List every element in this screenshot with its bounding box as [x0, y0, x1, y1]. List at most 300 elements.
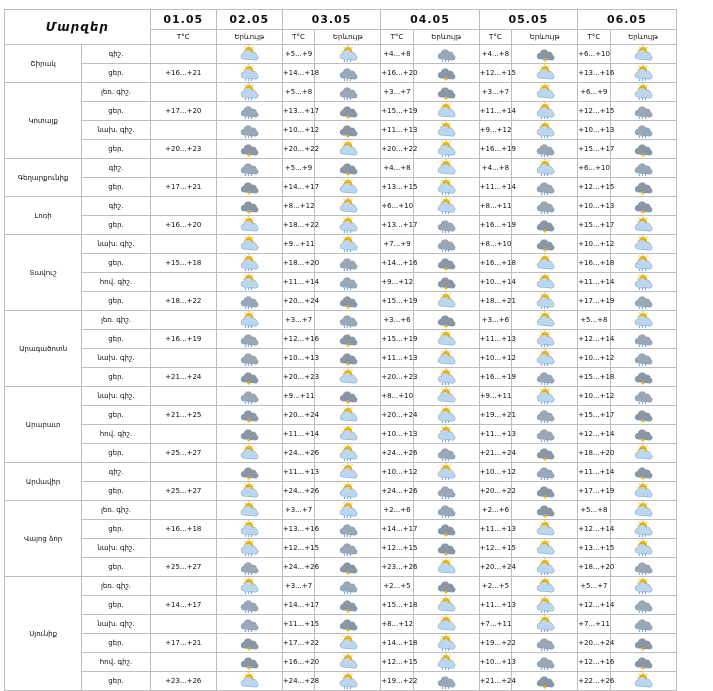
sun-cloud-rain-icon — [610, 83, 676, 102]
temp-value: +24...+26 — [282, 444, 314, 463]
cloud-rain-icon — [216, 121, 282, 140]
temp-value: +17...+19 — [578, 292, 610, 311]
temp-day1 — [150, 349, 216, 368]
sun-behind-cloud-icon — [315, 463, 381, 482]
temp-value: +14...+17 — [381, 520, 413, 539]
row-label: ցեր. — [82, 64, 151, 83]
thunderstorm-icon — [610, 634, 676, 653]
temp-day1: +15...+18 — [150, 254, 216, 273]
temp-value: +8...+10 — [479, 235, 511, 254]
sun-behind-cloud-icon — [413, 121, 479, 140]
cloud-rain-icon — [413, 444, 479, 463]
temp-day1: +16...+18 — [150, 520, 216, 539]
sun-behind-cloud-icon — [315, 178, 381, 197]
thunderstorm-icon — [315, 558, 381, 577]
temp-value: +3...+6 — [479, 311, 511, 330]
row-label: հով. գիշ. — [82, 425, 151, 444]
cloud-rain-icon — [216, 159, 282, 178]
temp-day1 — [150, 387, 216, 406]
temp-value: +8...+11 — [479, 197, 511, 216]
temp-value: +19...+22 — [381, 672, 413, 691]
cloud-rain-icon — [413, 672, 479, 691]
sun-behind-cloud-icon — [216, 482, 282, 501]
cloud-rain-icon — [413, 216, 479, 235]
temp-value: +7...+9 — [381, 235, 413, 254]
thunderstorm-icon — [413, 273, 479, 292]
region-name: Շիրակ — [5, 45, 82, 83]
thunderstorm-icon — [413, 254, 479, 273]
cloud-rain-icon — [512, 140, 578, 159]
sun-behind-cloud-icon — [512, 577, 578, 596]
thunderstorm-icon — [216, 653, 282, 672]
temp-value: +11...+13 — [479, 596, 511, 615]
temp-value: +3...+7 — [282, 577, 314, 596]
temp-value: +19...+21 — [479, 406, 511, 425]
temp-value: +16...+19 — [479, 216, 511, 235]
sun-cloud-rain-icon — [413, 406, 479, 425]
sun-behind-cloud-icon — [413, 615, 479, 634]
temp-value: +15...+19 — [381, 292, 413, 311]
thunderstorm-icon — [216, 140, 282, 159]
temp-value: +6...+10 — [578, 159, 610, 178]
temp-value: +12...+15 — [578, 102, 610, 121]
temp-value: +20...+24 — [578, 634, 610, 653]
temp-value: +24...+26 — [282, 482, 314, 501]
row-label: լեռ. գիշ. — [82, 577, 151, 596]
region-name: Կոտայք — [5, 83, 82, 159]
row-label: ցեր. — [82, 482, 151, 501]
temp-value: +6...+9 — [578, 83, 610, 102]
temp-value: +12...+14 — [578, 330, 610, 349]
cloud-rain-icon — [610, 102, 676, 121]
sun-behind-cloud-icon — [216, 235, 282, 254]
cloud-rain-icon — [512, 197, 578, 216]
thunderstorm-icon — [512, 45, 578, 64]
temp-value: +11...+14 — [479, 178, 511, 197]
sun-cloud-rain-icon — [610, 254, 676, 273]
temp-value: +15...+19 — [381, 102, 413, 121]
temp-value: +10...+13 — [578, 121, 610, 140]
row-label: ցեր. — [82, 520, 151, 539]
temp-value: +12...+14 — [578, 596, 610, 615]
sun-cloud-rain-icon — [216, 273, 282, 292]
temp-value: +18...+20 — [578, 558, 610, 577]
sun-behind-cloud-icon — [610, 216, 676, 235]
thunderstorm-icon — [413, 64, 479, 83]
cloud-rain-icon — [413, 45, 479, 64]
sun-behind-cloud-icon — [413, 349, 479, 368]
temp-value: +2...+5 — [479, 577, 511, 596]
cloud-rain-icon — [216, 102, 282, 121]
temp-value: +3...+6 — [381, 311, 413, 330]
cloud-rain-icon — [216, 558, 282, 577]
temp-day1: +17...+20 — [150, 102, 216, 121]
cloud-rain-icon — [315, 83, 381, 102]
temp-value: +15...+17 — [578, 140, 610, 159]
temp-value: +10...+12 — [479, 463, 511, 482]
thunderstorm-icon — [413, 520, 479, 539]
thunderstorm-icon — [216, 368, 282, 387]
sun-cloud-rain-icon — [315, 216, 381, 235]
cloud-rain-icon — [512, 634, 578, 653]
temp-value: +20...+24 — [282, 292, 314, 311]
temp-value: +21...+24 — [479, 444, 511, 463]
temp-value: +12...+16 — [578, 653, 610, 672]
sun-behind-cloud-icon — [512, 64, 578, 83]
cloud-rain-icon — [216, 387, 282, 406]
cloud-rain-icon — [512, 653, 578, 672]
temp-value: +4...+8 — [479, 45, 511, 64]
cloud-rain-icon — [610, 292, 676, 311]
sun-cloud-rain-icon — [610, 520, 676, 539]
temp-value: +10...+12 — [282, 121, 314, 140]
temp-value: +14...+16 — [381, 254, 413, 273]
thunderstorm-icon — [610, 425, 676, 444]
temp-day1 — [150, 121, 216, 140]
temp-value: +20...+24 — [282, 406, 314, 425]
temp-value: +2...+6 — [381, 501, 413, 520]
sun-behind-cloud-icon — [315, 197, 381, 216]
thunderstorm-icon — [216, 634, 282, 653]
temp-value: +11...+13 — [479, 520, 511, 539]
cloud-rain-icon — [216, 330, 282, 349]
temp-value: +5...+9 — [282, 159, 314, 178]
cloud-rain-icon — [610, 121, 676, 140]
sun-cloud-rain-icon — [413, 425, 479, 444]
temp-value: +14...+17 — [282, 596, 314, 615]
thunderstorm-icon — [512, 235, 578, 254]
thunderstorm-icon — [216, 425, 282, 444]
sun-behind-cloud-icon — [610, 501, 676, 520]
temp-day1: +25...+27 — [150, 558, 216, 577]
thunderstorm-icon — [610, 197, 676, 216]
row-label: նախ. գիշ. — [82, 615, 151, 634]
phenomenon-subheader: Երևույթ — [216, 30, 282, 45]
temp-value: +3...+7 — [381, 83, 413, 102]
date-header: 02.05 — [216, 10, 282, 30]
temp-day1 — [150, 463, 216, 482]
sun-cloud-rain-icon — [413, 178, 479, 197]
forecast-table — [4, 9, 709, 691]
temp-value: +3...+7 — [282, 501, 314, 520]
sun-behind-cloud-icon — [315, 140, 381, 159]
row-label: հով. գիշ. — [82, 273, 151, 292]
temp-value: +2...+5 — [381, 577, 413, 596]
sun-behind-cloud-icon — [610, 45, 676, 64]
sun-cloud-rain-icon — [610, 64, 676, 83]
row-label: ցեր. — [82, 216, 151, 235]
temp-value: +22...+26 — [578, 672, 610, 691]
thunderstorm-icon — [315, 121, 381, 140]
cloud-rain-icon — [512, 368, 578, 387]
row-label: գիշ. — [82, 197, 151, 216]
temp-value: +10...+13 — [282, 349, 314, 368]
phenomenon-subheader: Երևույթ — [610, 30, 676, 45]
thunderstorm-icon — [512, 444, 578, 463]
sun-behind-cloud-icon — [413, 387, 479, 406]
sun-cloud-rain-icon — [216, 520, 282, 539]
temp-value: +3...+7 — [282, 311, 314, 330]
temp-value: +10...+12 — [381, 463, 413, 482]
row-label: ցեր. — [82, 672, 151, 691]
temp-value: +24...+26 — [282, 558, 314, 577]
temp-value: +13...+15 — [381, 178, 413, 197]
sun-cloud-rain-icon — [216, 83, 282, 102]
sun-cloud-rain-icon — [315, 45, 381, 64]
temp-value: +13...+15 — [578, 539, 610, 558]
row-label: ցեր. — [82, 292, 151, 311]
thunderstorm-icon — [413, 311, 479, 330]
thunderstorm-icon — [610, 653, 676, 672]
thunderstorm-icon — [315, 615, 381, 634]
temp-subheader: T°C — [282, 30, 314, 45]
region-name: Գեղարքունիք — [5, 159, 82, 197]
temp-value: +10...+13 — [381, 425, 413, 444]
cloud-rain-icon — [315, 64, 381, 83]
sun-cloud-rain-icon — [512, 102, 578, 121]
temp-value: +11...+13 — [479, 330, 511, 349]
sun-cloud-rain-icon — [315, 444, 381, 463]
temp-value: +17...+22 — [282, 634, 314, 653]
temp-day1: +21...+24 — [150, 368, 216, 387]
sun-behind-cloud-icon — [413, 292, 479, 311]
sun-cloud-rain-icon — [512, 615, 578, 634]
row-label: ցեր. — [82, 444, 151, 463]
sun-behind-cloud-icon — [512, 520, 578, 539]
row-label: նախ. գիշ. — [82, 235, 151, 254]
sun-behind-cloud-icon — [610, 444, 676, 463]
region-name: Սյունիք — [5, 577, 82, 691]
temp-value: +5...+8 — [578, 501, 610, 520]
sun-behind-cloud-icon — [216, 501, 282, 520]
temp-value: +16...+18 — [578, 254, 610, 273]
row-label: գիշ. — [82, 159, 151, 178]
temp-day1 — [150, 653, 216, 672]
temp-value: +10...+13 — [578, 197, 610, 216]
temp-value: +2...+6 — [479, 501, 511, 520]
thunderstorm-icon — [216, 406, 282, 425]
temp-value: +16...+18 — [479, 254, 511, 273]
temp-value: +16...+20 — [381, 64, 413, 83]
temp-value: +12...+15 — [578, 178, 610, 197]
row-label: նախ. գիշ. — [82, 387, 151, 406]
sun-behind-cloud-icon — [610, 672, 676, 691]
temp-value: +23...+26 — [381, 558, 413, 577]
temp-day1 — [150, 615, 216, 634]
temp-value: +9...+12 — [381, 273, 413, 292]
temp-value: +9...+12 — [479, 121, 511, 140]
temp-value: +5...+8 — [578, 311, 610, 330]
sun-cloud-rain-icon — [216, 64, 282, 83]
cloud-rain-icon — [315, 520, 381, 539]
temp-value: +10...+12 — [578, 349, 610, 368]
row-label: լեռ. գիշ. — [82, 501, 151, 520]
temp-day1: +17...+21 — [150, 634, 216, 653]
thunderstorm-icon — [216, 463, 282, 482]
row-label: հով. գիշ. — [82, 653, 151, 672]
temp-day1 — [150, 83, 216, 102]
thunderstorm-icon — [413, 577, 479, 596]
temp-value: +12...+14 — [578, 520, 610, 539]
sun-behind-cloud-icon — [216, 45, 282, 64]
thunderstorm-icon — [216, 178, 282, 197]
thunderstorm-icon — [413, 83, 479, 102]
sun-behind-cloud-icon — [315, 368, 381, 387]
date-header: 04.05 — [381, 10, 479, 30]
temp-value: +24...+26 — [381, 444, 413, 463]
temp-value: +15...+17 — [578, 406, 610, 425]
sun-behind-cloud-icon — [413, 558, 479, 577]
temp-value: +12...+16 — [282, 330, 314, 349]
sun-behind-cloud-icon — [610, 235, 676, 254]
temp-subheader: T°C — [150, 30, 216, 45]
cloud-rain-icon — [610, 349, 676, 368]
sun-cloud-rain-icon — [315, 501, 381, 520]
temp-value: +17...+19 — [578, 482, 610, 501]
temp-value: +12...+15 — [282, 539, 314, 558]
cloud-rain-icon — [512, 178, 578, 197]
temp-value: +11...+13 — [479, 425, 511, 444]
date-header: 05.05 — [479, 10, 577, 30]
temp-value: +11...+13 — [381, 349, 413, 368]
temp-value: +10...+13 — [479, 653, 511, 672]
sun-cloud-rain-icon — [413, 634, 479, 653]
sun-behind-cloud-icon — [315, 634, 381, 653]
row-label: ցեր. — [82, 368, 151, 387]
temp-day1: +23...+26 — [150, 672, 216, 691]
temp-value: +12...+15 — [381, 539, 413, 558]
temp-value: +11...+13 — [381, 121, 413, 140]
sun-behind-cloud-icon — [512, 83, 578, 102]
temp-value: +18...+20 — [578, 444, 610, 463]
sun-cloud-rain-icon — [216, 539, 282, 558]
sun-behind-cloud-icon — [216, 672, 282, 691]
phenomenon-subheader: Երևույթ — [315, 30, 381, 45]
cloud-rain-icon — [610, 615, 676, 634]
temp-value: +21...+24 — [479, 672, 511, 691]
sun-behind-cloud-icon — [610, 482, 676, 501]
temp-day1 — [150, 539, 216, 558]
temp-value: +9...+11 — [282, 387, 314, 406]
sun-cloud-rain-icon — [512, 330, 578, 349]
sun-cloud-rain-icon — [610, 539, 676, 558]
temp-day1: +16...+20 — [150, 216, 216, 235]
temp-day1: +16...+19 — [150, 330, 216, 349]
sun-cloud-rain-icon — [216, 577, 282, 596]
temp-value: +3...+7 — [479, 83, 511, 102]
temp-day1 — [150, 273, 216, 292]
temp-value: +20...+22 — [479, 482, 511, 501]
thunderstorm-icon — [315, 387, 381, 406]
sun-cloud-rain-icon — [315, 482, 381, 501]
sun-behind-cloud-icon — [413, 159, 479, 178]
temp-value: +12...+15 — [479, 64, 511, 83]
temp-value: +11...+14 — [282, 425, 314, 444]
temp-value: +10...+14 — [479, 273, 511, 292]
sun-behind-cloud-icon — [512, 273, 578, 292]
temp-value: +13...+16 — [578, 64, 610, 83]
row-label: նախ. գիշ. — [82, 121, 151, 140]
temp-value: +6...+10 — [381, 197, 413, 216]
region-name: Լոռի — [5, 197, 82, 235]
temp-value: +16...+19 — [479, 368, 511, 387]
temp-day1: +20...+23 — [150, 140, 216, 159]
sun-behind-cloud-icon — [315, 406, 381, 425]
temp-value: +11...+14 — [479, 102, 511, 121]
cloud-rain-icon — [610, 596, 676, 615]
region-name: Տավուշ — [5, 235, 82, 311]
cloud-rain-icon — [315, 539, 381, 558]
row-label: նախ. գիշ. — [82, 539, 151, 558]
thunderstorm-icon — [512, 216, 578, 235]
sun-behind-cloud-icon — [216, 444, 282, 463]
temp-value: +4...+8 — [479, 159, 511, 178]
sun-behind-cloud-icon — [512, 311, 578, 330]
regions-header: Մարզեր — [5, 10, 151, 45]
sun-cloud-rain-icon — [610, 273, 676, 292]
temp-value: +4...+8 — [381, 159, 413, 178]
row-label: ցեր. — [82, 558, 151, 577]
thunderstorm-icon — [512, 672, 578, 691]
temp-value: +20...+23 — [381, 368, 413, 387]
region-name: Արարատ — [5, 387, 82, 463]
sun-cloud-rain-icon — [512, 121, 578, 140]
phenomenon-subheader: Երևույթ — [512, 30, 578, 45]
temp-day1 — [150, 577, 216, 596]
temp-value: +19...+22 — [479, 634, 511, 653]
sun-behind-cloud-icon — [315, 653, 381, 672]
temp-value: +14...+18 — [282, 64, 314, 83]
region-name: Վայոց ձոր — [5, 501, 82, 577]
thunderstorm-icon — [315, 102, 381, 121]
row-label: ցեր. — [82, 254, 151, 273]
region-name: Արագածոտն — [5, 311, 82, 387]
temp-value: +18...+20 — [282, 254, 314, 273]
temp-value: +24...+28 — [282, 672, 314, 691]
temp-value: +4...+8 — [381, 45, 413, 64]
cloud-rain-icon — [610, 159, 676, 178]
sun-cloud-rain-icon — [413, 197, 479, 216]
temp-value: +8...+12 — [381, 615, 413, 634]
temp-value: +11...+13 — [282, 463, 314, 482]
row-label: ցեր. — [82, 406, 151, 425]
sun-cloud-rain-icon — [413, 463, 479, 482]
sun-cloud-rain-icon — [512, 292, 578, 311]
cloud-rain-icon — [413, 501, 479, 520]
thunderstorm-icon — [610, 406, 676, 425]
thunderstorm-icon — [315, 596, 381, 615]
sun-cloud-rain-icon — [512, 387, 578, 406]
sun-cloud-rain-icon — [216, 311, 282, 330]
cloud-rain-icon — [216, 596, 282, 615]
row-label: ցեր. — [82, 634, 151, 653]
thunderstorm-icon — [610, 368, 676, 387]
temp-day1: +25...+27 — [150, 482, 216, 501]
temp-value: +10...+12 — [578, 387, 610, 406]
temp-day1 — [150, 159, 216, 178]
sun-cloud-rain-icon — [512, 159, 578, 178]
temp-day1: +16...+21 — [150, 64, 216, 83]
temp-value: +13...+17 — [381, 216, 413, 235]
cloud-rain-icon — [315, 311, 381, 330]
temp-value: +20...+23 — [282, 368, 314, 387]
cloud-rain-icon — [413, 235, 479, 254]
temp-day1 — [150, 425, 216, 444]
temp-value: +5...+7 — [578, 577, 610, 596]
cloud-rain-icon — [610, 387, 676, 406]
temp-value: +8...+12 — [282, 197, 314, 216]
temp-value: +11...+14 — [578, 273, 610, 292]
